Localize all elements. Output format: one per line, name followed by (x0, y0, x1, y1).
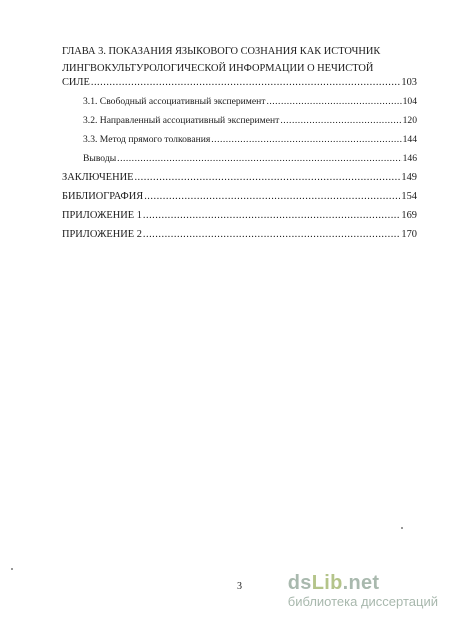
chapter-heading-line-2: ЛИНГВОКУЛЬТУРОЛОГИЧЕСКОЙ ИНФОРМАЦИИ О НЕЧИСТОЙ (62, 62, 374, 74)
chapter-heading-line-1: ГЛАВА 3. ПОКАЗАНИЯ ЯЗЫКОВОГО СОЗНАНИЯ КАК ИСТОЧНИК (62, 46, 381, 57)
toc-entry-label: ПРИЛОЖЕНИЕ 1 (62, 210, 142, 221)
dslib-subtitle: библиотека диссертаций (287, 594, 438, 609)
toc-entry-page: 146 (402, 153, 417, 164)
toc-entry-conclusions (62, 153, 417, 172)
toc-entry-label: СИЛЕ (62, 77, 90, 88)
toc-entry-3-2 (62, 115, 417, 134)
toc-entry-page: 103 (401, 77, 417, 88)
toc-leader-dots (143, 229, 401, 240)
toc-entry-label: ЗАКЛЮЧЕНИЕ (62, 172, 134, 183)
toc-entry-label: 3.2. Направленный ассоциативный эксперимент (83, 115, 280, 126)
page-number: 3 (237, 581, 242, 592)
toc-entry-page: 149 (401, 172, 417, 183)
toc-entry-zaklyuchenie (62, 172, 417, 191)
toc-entry-3-3 (62, 134, 417, 153)
dslib-logo-ds: ds (287, 572, 312, 594)
toc-entry-label: ПРИЛОЖЕНИЕ 2 (62, 229, 142, 240)
toc-leader-dots (143, 210, 401, 221)
toc-leader-dots (280, 115, 401, 126)
toc-entry-page: 144 (402, 134, 417, 145)
toc-leader-dots (211, 134, 401, 145)
toc-entry-page: 104 (402, 96, 417, 107)
toc-entry-3-1 (62, 96, 417, 115)
toc-entry-page: 169 (401, 210, 417, 221)
toc-leader-dots (134, 172, 400, 183)
toc-entry-appendix-1 (62, 210, 417, 229)
toc-entry-label: Выводы (83, 153, 117, 164)
toc-leader-dots (91, 77, 401, 88)
toc-leader-dots (117, 153, 401, 164)
toc-entry-label: 3.3. Метод прямого толкования (83, 134, 211, 145)
toc-leader-dots (144, 191, 400, 202)
dslib-logo-net: .net (342, 572, 380, 594)
dslib-logo-lib: Lib (311, 572, 343, 594)
toc-entry-sile (62, 77, 417, 96)
toc-entry-appendix-2 (62, 229, 417, 248)
toc-entry-page: 154 (401, 191, 417, 202)
toc-entry-bibliografiya (62, 191, 417, 210)
scan-speck (401, 527, 403, 529)
toc-leader-dots (266, 96, 401, 107)
toc-entry-page: 120 (402, 115, 417, 126)
dslib-logo (288, 572, 438, 594)
toc-entry-label: 3.1. Свободный ассоциативный эксперимент (83, 96, 266, 107)
scan-speck (11, 568, 13, 570)
chapter-heading (62, 44, 417, 77)
dslib-watermark (288, 572, 438, 609)
toc-entry-label: БИБЛИОГРАФИЯ (62, 191, 144, 202)
table-of-contents (62, 77, 417, 248)
toc-entry-page: 170 (401, 229, 417, 240)
